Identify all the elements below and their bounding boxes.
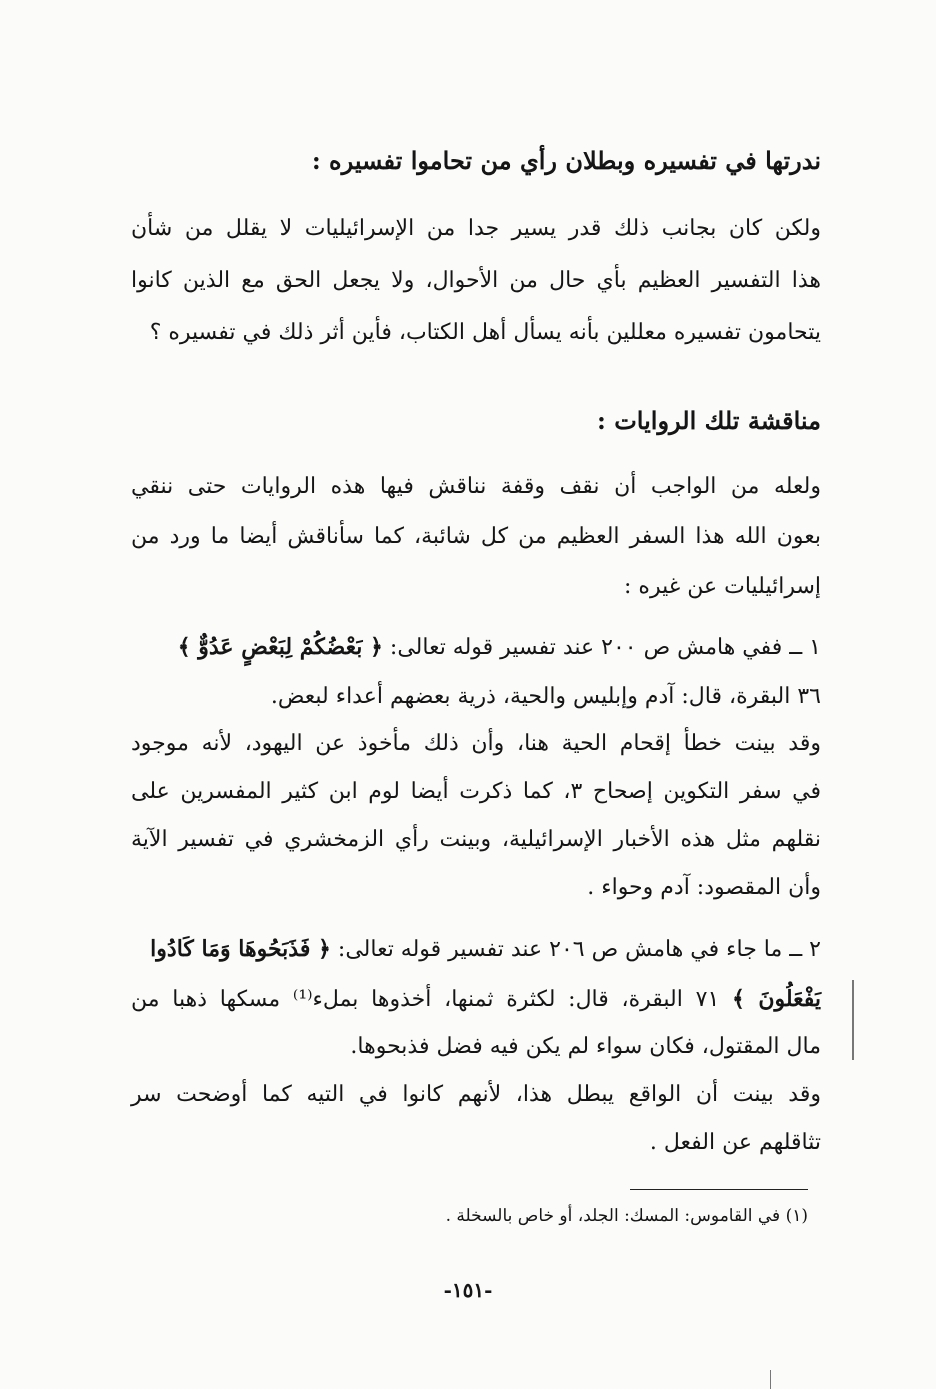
- item-1-text: ١ ــ ففي هامش ص ٢٠٠ عند تفسير قوله تعالى:: [389, 635, 821, 660]
- paragraph-line: إسرائيليات عن غيره :: [624, 574, 821, 599]
- item-2-line-2: [131, 984, 821, 1015]
- quran-verse: يَفْعَلُونَ ﴾: [732, 986, 821, 1012]
- item-2-text: ٢ ــ ما جاء في هامش ص ٢٠٦ عند تفسير قوله تعالى:: [337, 937, 821, 962]
- footnote-separator: [630, 1189, 808, 1190]
- paragraph-line: ولكن كان بجانب ذلك قدر يسير جدا من الإسرائيليات لا يقلل من شأن: [131, 216, 821, 241]
- item-2-text: ٧١ البقرة، قال: لكثرة ثمنها، أخذوها بملء⁽¹⁾ مسكها ذهبا من: [131, 987, 720, 1012]
- footnote: (١) في القاموس: المسك: الجلد، أو خاص بالسخلة .: [445, 1206, 808, 1226]
- section-heading-discussion: مناقشة تلك الروايات :: [596, 406, 821, 435]
- discussion-line: وقد بينت خطأ إقحام الحية هنا، وأن ذلك مأخوذ عن اليهود، لأنه موجود: [131, 731, 821, 756]
- discussion-line: وقد بينت أن الواقع يبطل هذا، لأنهم كانوا في التيه كما أوضحت سر: [131, 1082, 821, 1107]
- scan-mark: [852, 980, 854, 1060]
- page-number: -١٥١-: [443, 1278, 493, 1302]
- discussion-line: نقلهم مثل هذه الأخبار الإسرائيلية، وبينت رأي الزمخشري في تفسير الآية: [131, 827, 821, 852]
- scan-mark: [770, 1370, 771, 1389]
- section-heading-rarity: ندرتها في تفسيره وبطلان رأي من تحاموا تفسيره :: [311, 146, 821, 175]
- item-1-line-1: [131, 632, 821, 663]
- paragraph-line: ولعله من الواجب أن نقف وقفة نناقش فيها هذه الروايات حتى ننقي: [131, 474, 822, 499]
- discussion-line: في سفر التكوين إصحاح ٣، كما ذكرت أيضا لوم ابن كثير المفسرين على: [131, 779, 821, 804]
- quran-verse: ﴿ فَذَبَحُوهَا وَمَا كَادُوا: [150, 936, 331, 962]
- item-1-line-2: ٣٦ البقرة، قال: آدم وإبليس والحية، ذرية بعضهم أعداء لبعض.: [270, 684, 821, 709]
- paragraph-line: بعون الله هذا السفر العظيم من كل شائبة، كما سأناقش أيضا ما ورد من: [131, 524, 821, 549]
- item-2-line-3: مال المقتول، فكان سواء لم يكن فيه فضل فذبحوها.: [350, 1034, 821, 1059]
- paragraph-line: هذا التفسير العظيم بأي حال من الأحوال، ولا يجعل الحق مع الذين كانوا: [131, 268, 821, 293]
- quran-verse: ﴿ بَعْضُكُمْ لِبَعْضٍ عَدُوٌّ ﴾: [177, 634, 383, 660]
- paragraph-line: يتحامون تفسيره معللين بأنه يسأل أهل الكتاب، فأين أثر ذلك في تفسيره ؟: [149, 320, 821, 345]
- item-2-line-1: [131, 934, 821, 965]
- discussion-line: تثاقلهم عن الفعل .: [649, 1130, 821, 1155]
- discussion-line: وأن المقصود: آدم وحواء .: [587, 875, 821, 900]
